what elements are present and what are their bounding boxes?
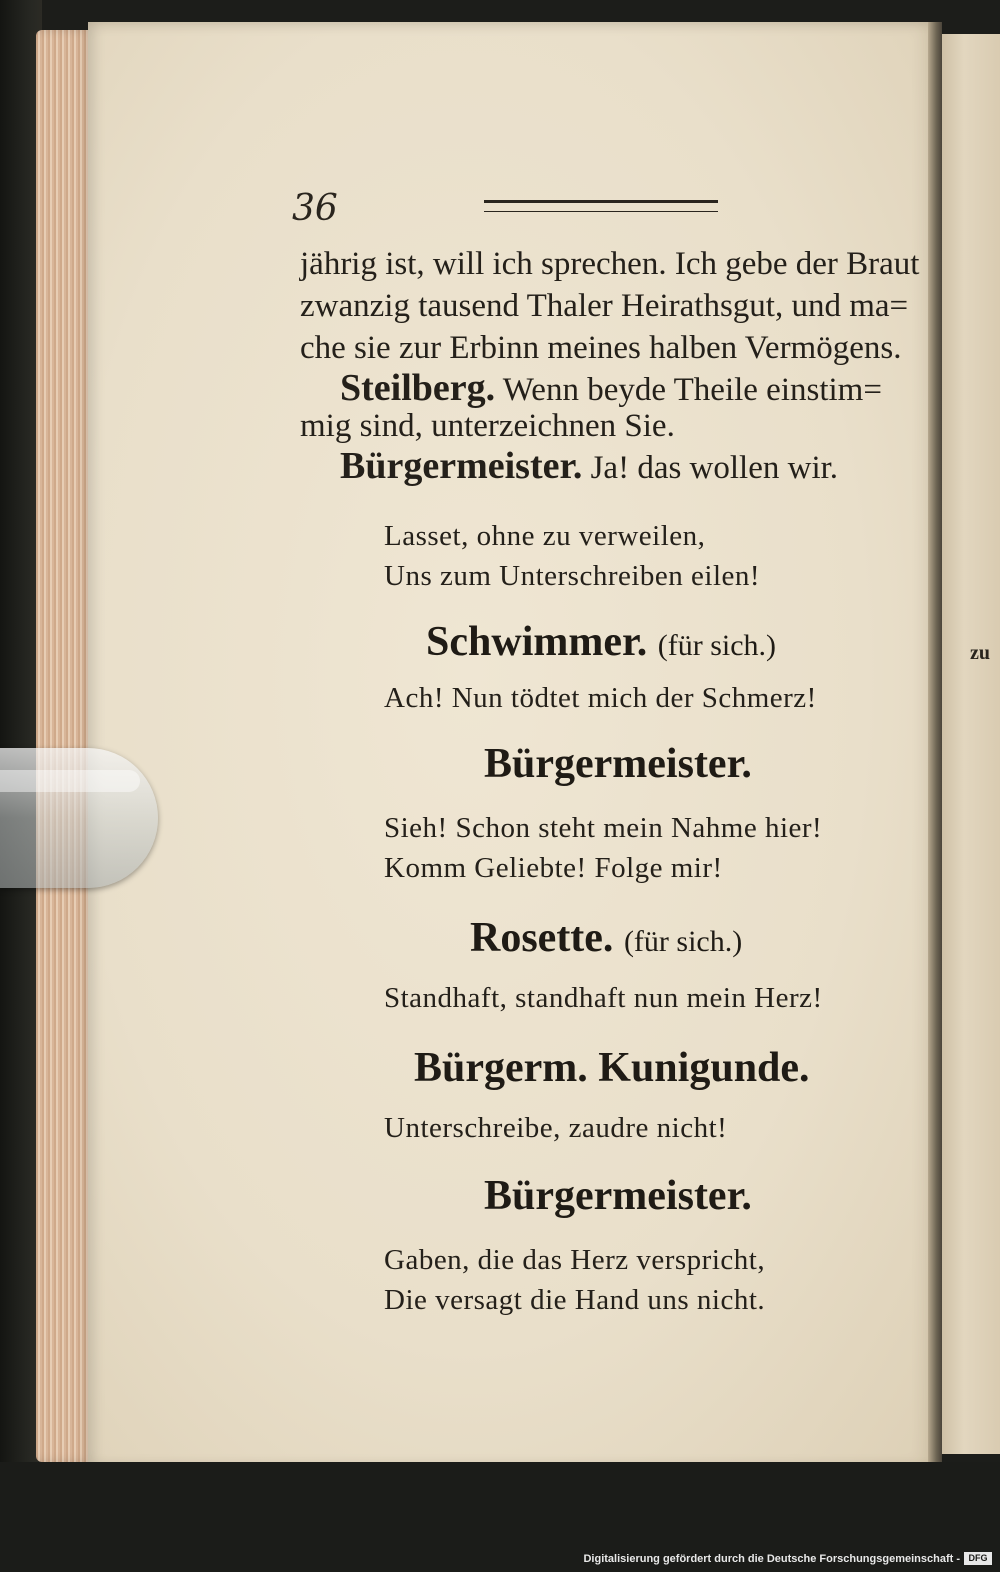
verse-line: Die versagt die Hand uns nicht. bbox=[384, 1284, 766, 1316]
speaker-buergermeister: Bürgermeister. bbox=[340, 445, 583, 487]
verse-line: Standhaft, standhaft nun mein Herz! bbox=[384, 982, 823, 1014]
speaker-name: Rosette. bbox=[470, 915, 614, 961]
clip-highlight bbox=[0, 770, 140, 792]
prose-line: che sie zur Erbinn meines halben Vermögens. bbox=[300, 330, 902, 366]
speaker-heading-buergermeister: Bürgermeister. bbox=[484, 1173, 752, 1219]
buergermeister-line bbox=[340, 444, 838, 488]
prose-line: jährig ist, will ich sprechen. Ich gebe der Braut bbox=[300, 246, 920, 282]
page-number: 36 bbox=[292, 188, 338, 229]
verse-line: Ach! Nun tödtet mich der Schmerz! bbox=[384, 682, 817, 714]
dialogue-text: Wenn beyde Theile einstim= bbox=[502, 372, 882, 408]
digitization-credit: Digitalisierung gefördert durch die Deutsche Forschungsgemeinschaft - bbox=[583, 1553, 960, 1565]
verse-line: Uns zum Unterschreiben eilen! bbox=[384, 560, 761, 592]
speaker-heading-rosette bbox=[470, 914, 742, 962]
prose-line: zwanzig tausend Thaler Heirathsgut, und ma= bbox=[300, 288, 909, 324]
dialogue-text: Ja! das wollen wir. bbox=[590, 450, 839, 486]
verse-line: Komm Geliebte! Folge mir! bbox=[384, 852, 723, 884]
steilberg-line-2: mig sind, unterzeichnen Sie. bbox=[300, 408, 675, 444]
verse-line: Sieh! Schon steht mein Nahme hier! bbox=[384, 812, 823, 844]
facing-page-catchword: zu bbox=[970, 642, 990, 664]
speaker-heading-kunigunde: Bürgerm. Kunigunde. bbox=[414, 1045, 810, 1091]
header-rule bbox=[484, 200, 718, 212]
speaker-steilberg: Steilberg. bbox=[340, 367, 496, 409]
verse-line: Lasset, ohne zu verweilen, bbox=[384, 520, 706, 552]
stage-direction: (für sich.) bbox=[657, 629, 777, 662]
verse-line: Unterschreibe, zaudre nicht! bbox=[384, 1112, 728, 1144]
verse-line: Gaben, die das Herz verspricht, bbox=[384, 1244, 766, 1276]
speaker-heading-schwimmer bbox=[426, 618, 776, 666]
page-holder-clip bbox=[0, 748, 158, 888]
speaker-name: Schwimmer. bbox=[426, 619, 648, 665]
speaker-heading-buergermeister: Bürgermeister. bbox=[484, 741, 752, 787]
steilberg-line bbox=[340, 366, 882, 410]
dfg-logo-icon: DFG bbox=[964, 1552, 992, 1565]
stage-direction: (für sich.) bbox=[623, 925, 743, 958]
